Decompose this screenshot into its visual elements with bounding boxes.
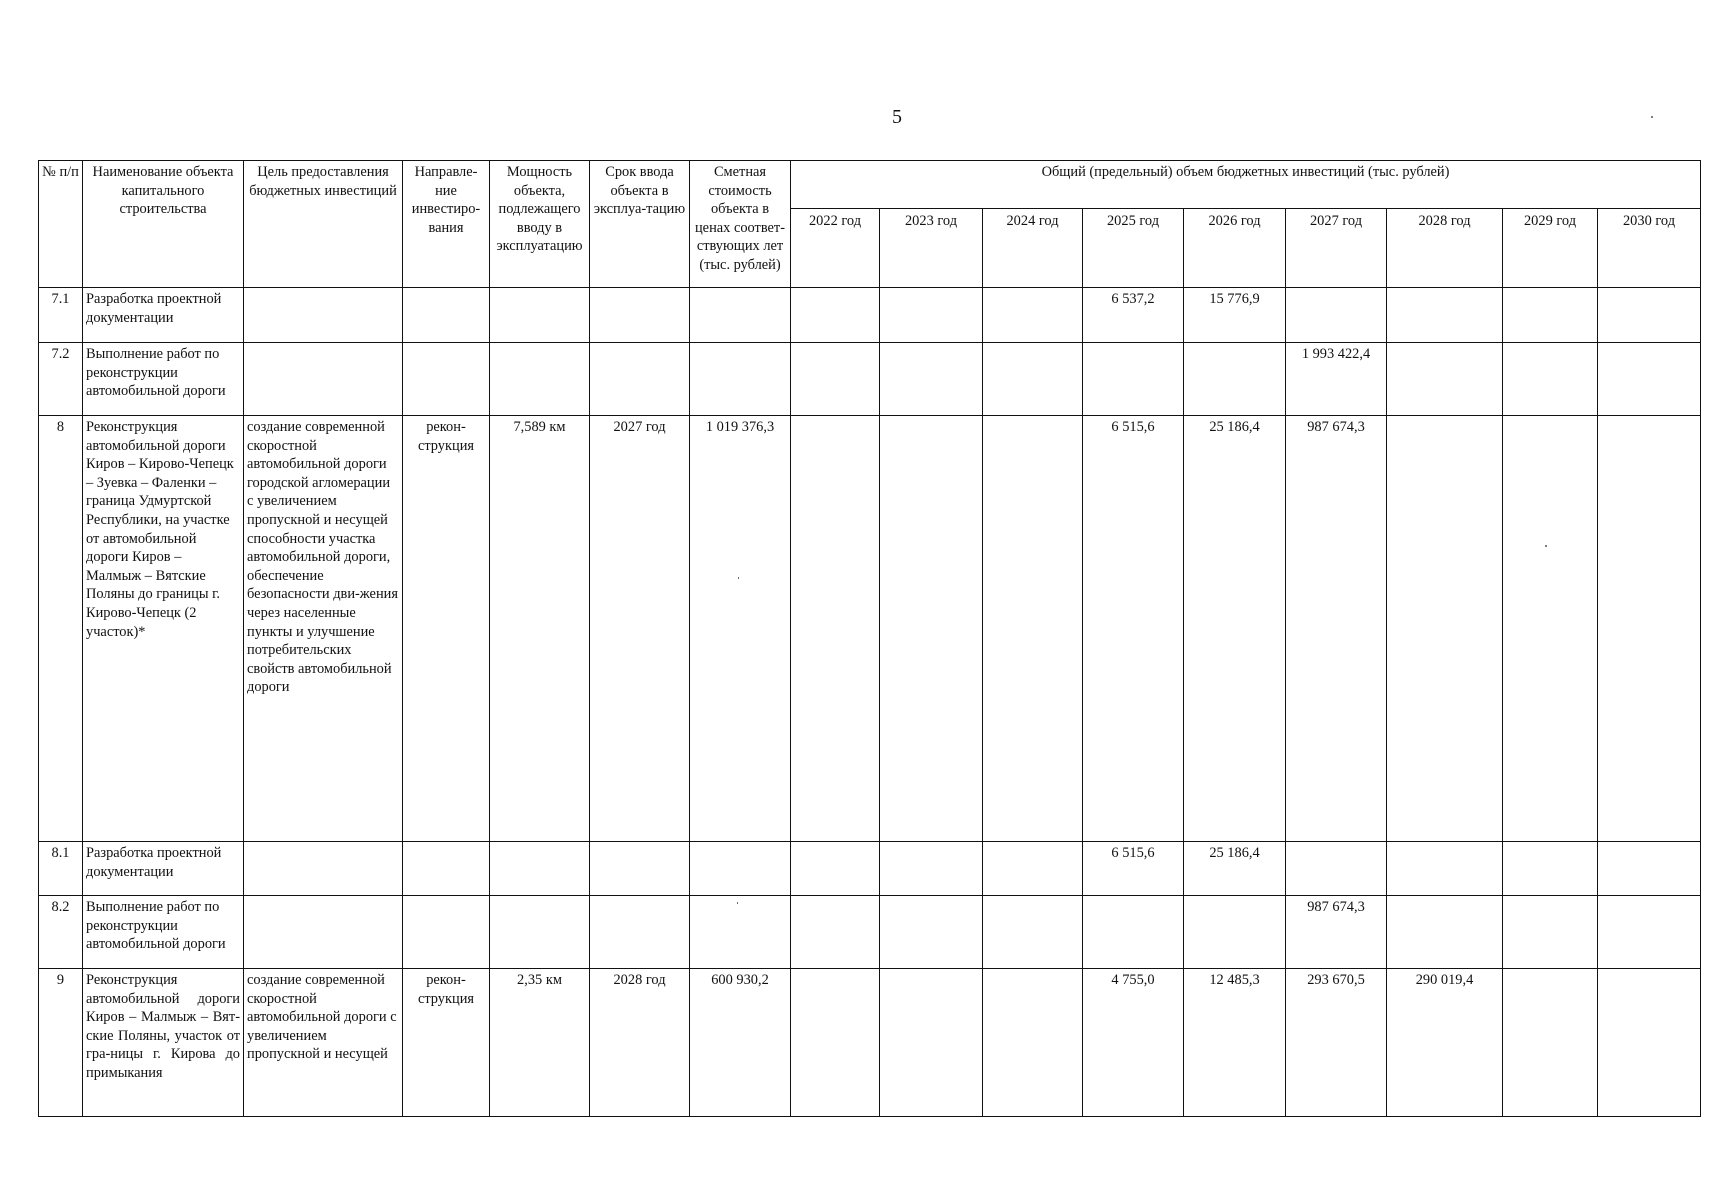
row-number: 8.2: [39, 896, 83, 969]
year-value-2028-год: [1387, 343, 1503, 416]
object-name: Выполнение работ по реконструкции автомобильной дороги: [83, 343, 244, 416]
estimated-cost: 1 019 376,3: [690, 416, 791, 842]
object-capacity: [490, 288, 590, 343]
estimated-cost: 600 930,2: [690, 969, 791, 1117]
year-value-2029-год: [1503, 288, 1598, 343]
year-value-2024-год: [983, 343, 1083, 416]
row-number: 8.1: [39, 842, 83, 896]
year-value-2023-год: [880, 416, 983, 842]
year-value-2026-год: [1184, 896, 1286, 969]
year-value-2023-год: [880, 896, 983, 969]
year-value-2030-год: [1598, 288, 1701, 343]
year-value-2023-год: [880, 969, 983, 1117]
year-value-2022-год: [791, 343, 880, 416]
object-name: Выполнение работ по реконструкции автомобильной дороги: [83, 896, 244, 969]
table-row: [39, 969, 1701, 1117]
investment-goal: [244, 288, 403, 343]
year-value-2025-год: [1083, 343, 1184, 416]
year-value-2024-год: [983, 969, 1083, 1117]
header-term: Срок ввода объекта в эксплуа-тацию: [590, 161, 690, 288]
header-year: 2026 год: [1184, 209, 1286, 288]
investment-direction: [403, 896, 490, 969]
estimated-cost: [690, 896, 791, 969]
table-row: [39, 842, 1701, 896]
scan-speck: [737, 902, 738, 904]
header-year: 2022 год: [791, 209, 880, 288]
investment-goal: создание современной скоростной автомобильной дороги городской агломерации с увеличением пропускной и несущей способности участка автомобильной дороги, обеспечение безопасности дви-жения через населенные пункты и улучшение потребительских свойств автомобильной дороги: [244, 416, 403, 842]
budget-investment-table: [38, 160, 1701, 1117]
estimated-cost: [690, 842, 791, 896]
header-row: [39, 161, 1701, 209]
row-number: 7.2: [39, 343, 83, 416]
header-num: № п/п: [39, 161, 83, 288]
header-year: 2023 год: [880, 209, 983, 288]
header-goal: Цель предоставления бюджетных инвестиций: [244, 161, 403, 288]
header-year: 2025 год: [1083, 209, 1184, 288]
table-row: [39, 288, 1701, 343]
object-capacity: 2,35 км: [490, 969, 590, 1117]
header-cost: Сметная стоимость объекта в ценах соответ-ствующих лет (тыс. рублей): [690, 161, 791, 288]
header-name: Наименование объекта капитального строительства: [83, 161, 244, 288]
year-value-2029-год: [1503, 842, 1598, 896]
year-value-2027-год: 987 674,3: [1286, 416, 1387, 842]
commissioning-term: [590, 842, 690, 896]
year-value-2026-год: 15 776,9: [1184, 288, 1286, 343]
year-value-2030-год: [1598, 343, 1701, 416]
year-value-2029-год: [1503, 416, 1598, 842]
investment-direction: рекон-струкция: [403, 416, 490, 842]
commissioning-term: [590, 343, 690, 416]
estimated-cost: [690, 288, 791, 343]
header-total-investment: Общий (предельный) объем бюджетных инвестиций (тыс. рублей): [791, 161, 1701, 209]
year-value-2027-год: [1286, 288, 1387, 343]
header-capacity: Мощность объекта, подлежащего вводу в эксплуатацию: [490, 161, 590, 288]
year-value-2025-год: [1083, 896, 1184, 969]
object-capacity: [490, 842, 590, 896]
year-value-2024-год: [983, 416, 1083, 842]
object-name: Разработка проектной документации: [83, 842, 244, 896]
header-year: 2030 год: [1598, 209, 1701, 288]
commissioning-term: [590, 288, 690, 343]
object-name: Разработка проектной документации: [83, 288, 244, 343]
investment-direction: [403, 842, 490, 896]
year-value-2024-год: [983, 288, 1083, 343]
header-year: 2027 год: [1286, 209, 1387, 288]
year-value-2029-год: [1503, 969, 1598, 1117]
year-value-2028-год: [1387, 896, 1503, 969]
year-value-2029-год: [1503, 896, 1598, 969]
year-value-2027-год: [1286, 842, 1387, 896]
object-capacity: 7,589 км: [490, 416, 590, 842]
year-value-2029-год: [1503, 343, 1598, 416]
investment-goal: [244, 896, 403, 969]
year-value-2026-год: 12 485,3: [1184, 969, 1286, 1117]
row-number: 8: [39, 416, 83, 842]
object-name: Реконструкция автомобильной дороги Киров – Малмыж – Вят-ские Поляны, участок от гра-ницы г. Кирова до примыкания: [83, 969, 244, 1117]
year-value-2028-год: [1387, 288, 1503, 343]
year-value-2028-год: [1387, 842, 1503, 896]
year-value-2022-год: [791, 896, 880, 969]
scan-speck: [1545, 545, 1547, 547]
header-year: 2028 год: [1387, 209, 1503, 288]
year-value-2023-год: [880, 343, 983, 416]
year-value-2022-год: [791, 416, 880, 842]
year-value-2028-год: [1387, 416, 1503, 842]
year-value-2022-год: [791, 288, 880, 343]
year-value-2023-год: [880, 288, 983, 343]
year-value-2024-год: [983, 842, 1083, 896]
investment-direction: [403, 288, 490, 343]
scan-speck: [1651, 116, 1653, 118]
year-value-2027-год: 1 993 422,4: [1286, 343, 1387, 416]
year-value-2025-год: 4 755,0: [1083, 969, 1184, 1117]
header-direction: Направле-ние инвестиро-вания: [403, 161, 490, 288]
year-value-2028-год: 290 019,4: [1387, 969, 1503, 1117]
commissioning-term: [590, 896, 690, 969]
object-capacity: [490, 896, 590, 969]
year-value-2022-год: [791, 842, 880, 896]
table-body: [39, 288, 1701, 1117]
year-value-2024-год: [983, 896, 1083, 969]
year-value-2026-год: 25 186,4: [1184, 416, 1286, 842]
year-value-2025-год: 6 515,6: [1083, 842, 1184, 896]
row-number: 9: [39, 969, 83, 1117]
page-number: 5: [892, 106, 902, 128]
year-value-2026-год: 25 186,4: [1184, 842, 1286, 896]
year-value-2025-год: 6 515,6: [1083, 416, 1184, 842]
scan-speck: [738, 577, 739, 579]
row-number: 7.1: [39, 288, 83, 343]
table-row: [39, 896, 1701, 969]
year-value-2026-год: [1184, 343, 1286, 416]
table-row: [39, 343, 1701, 416]
year-value-2030-год: [1598, 416, 1701, 842]
investment-goal: [244, 343, 403, 416]
year-value-2027-год: 987 674,3: [1286, 896, 1387, 969]
object-capacity: [490, 343, 590, 416]
commissioning-term: 2027 год: [590, 416, 690, 842]
object-name: Реконструкция автомобильной дороги Киров – Кирово-Чепецк – Зуевка – Фаленки – граница Удмуртской Республики, на участке от автомобильной дороги Киров – Малмыж – Вятские Поляны до границы г. Кирово-Чепецк (2 участок)*: [83, 416, 244, 842]
investment-goal: создание современной скоростной автомобильной дороги с увеличением пропускной и несущей: [244, 969, 403, 1117]
investment-goal: [244, 842, 403, 896]
year-value-2030-год: [1598, 896, 1701, 969]
year-value-2025-год: 6 537,2: [1083, 288, 1184, 343]
year-value-2023-год: [880, 842, 983, 896]
year-value-2022-год: [791, 969, 880, 1117]
commissioning-term: 2028 год: [590, 969, 690, 1117]
year-value-2030-год: [1598, 842, 1701, 896]
investment-direction: [403, 343, 490, 416]
year-value-2030-год: [1598, 969, 1701, 1117]
table-row: [39, 416, 1701, 842]
year-value-2027-год: 293 670,5: [1286, 969, 1387, 1117]
estimated-cost: [690, 343, 791, 416]
header-year: 2024 год: [983, 209, 1083, 288]
header-year: 2029 год: [1503, 209, 1598, 288]
investment-direction: рекон-струкция: [403, 969, 490, 1117]
